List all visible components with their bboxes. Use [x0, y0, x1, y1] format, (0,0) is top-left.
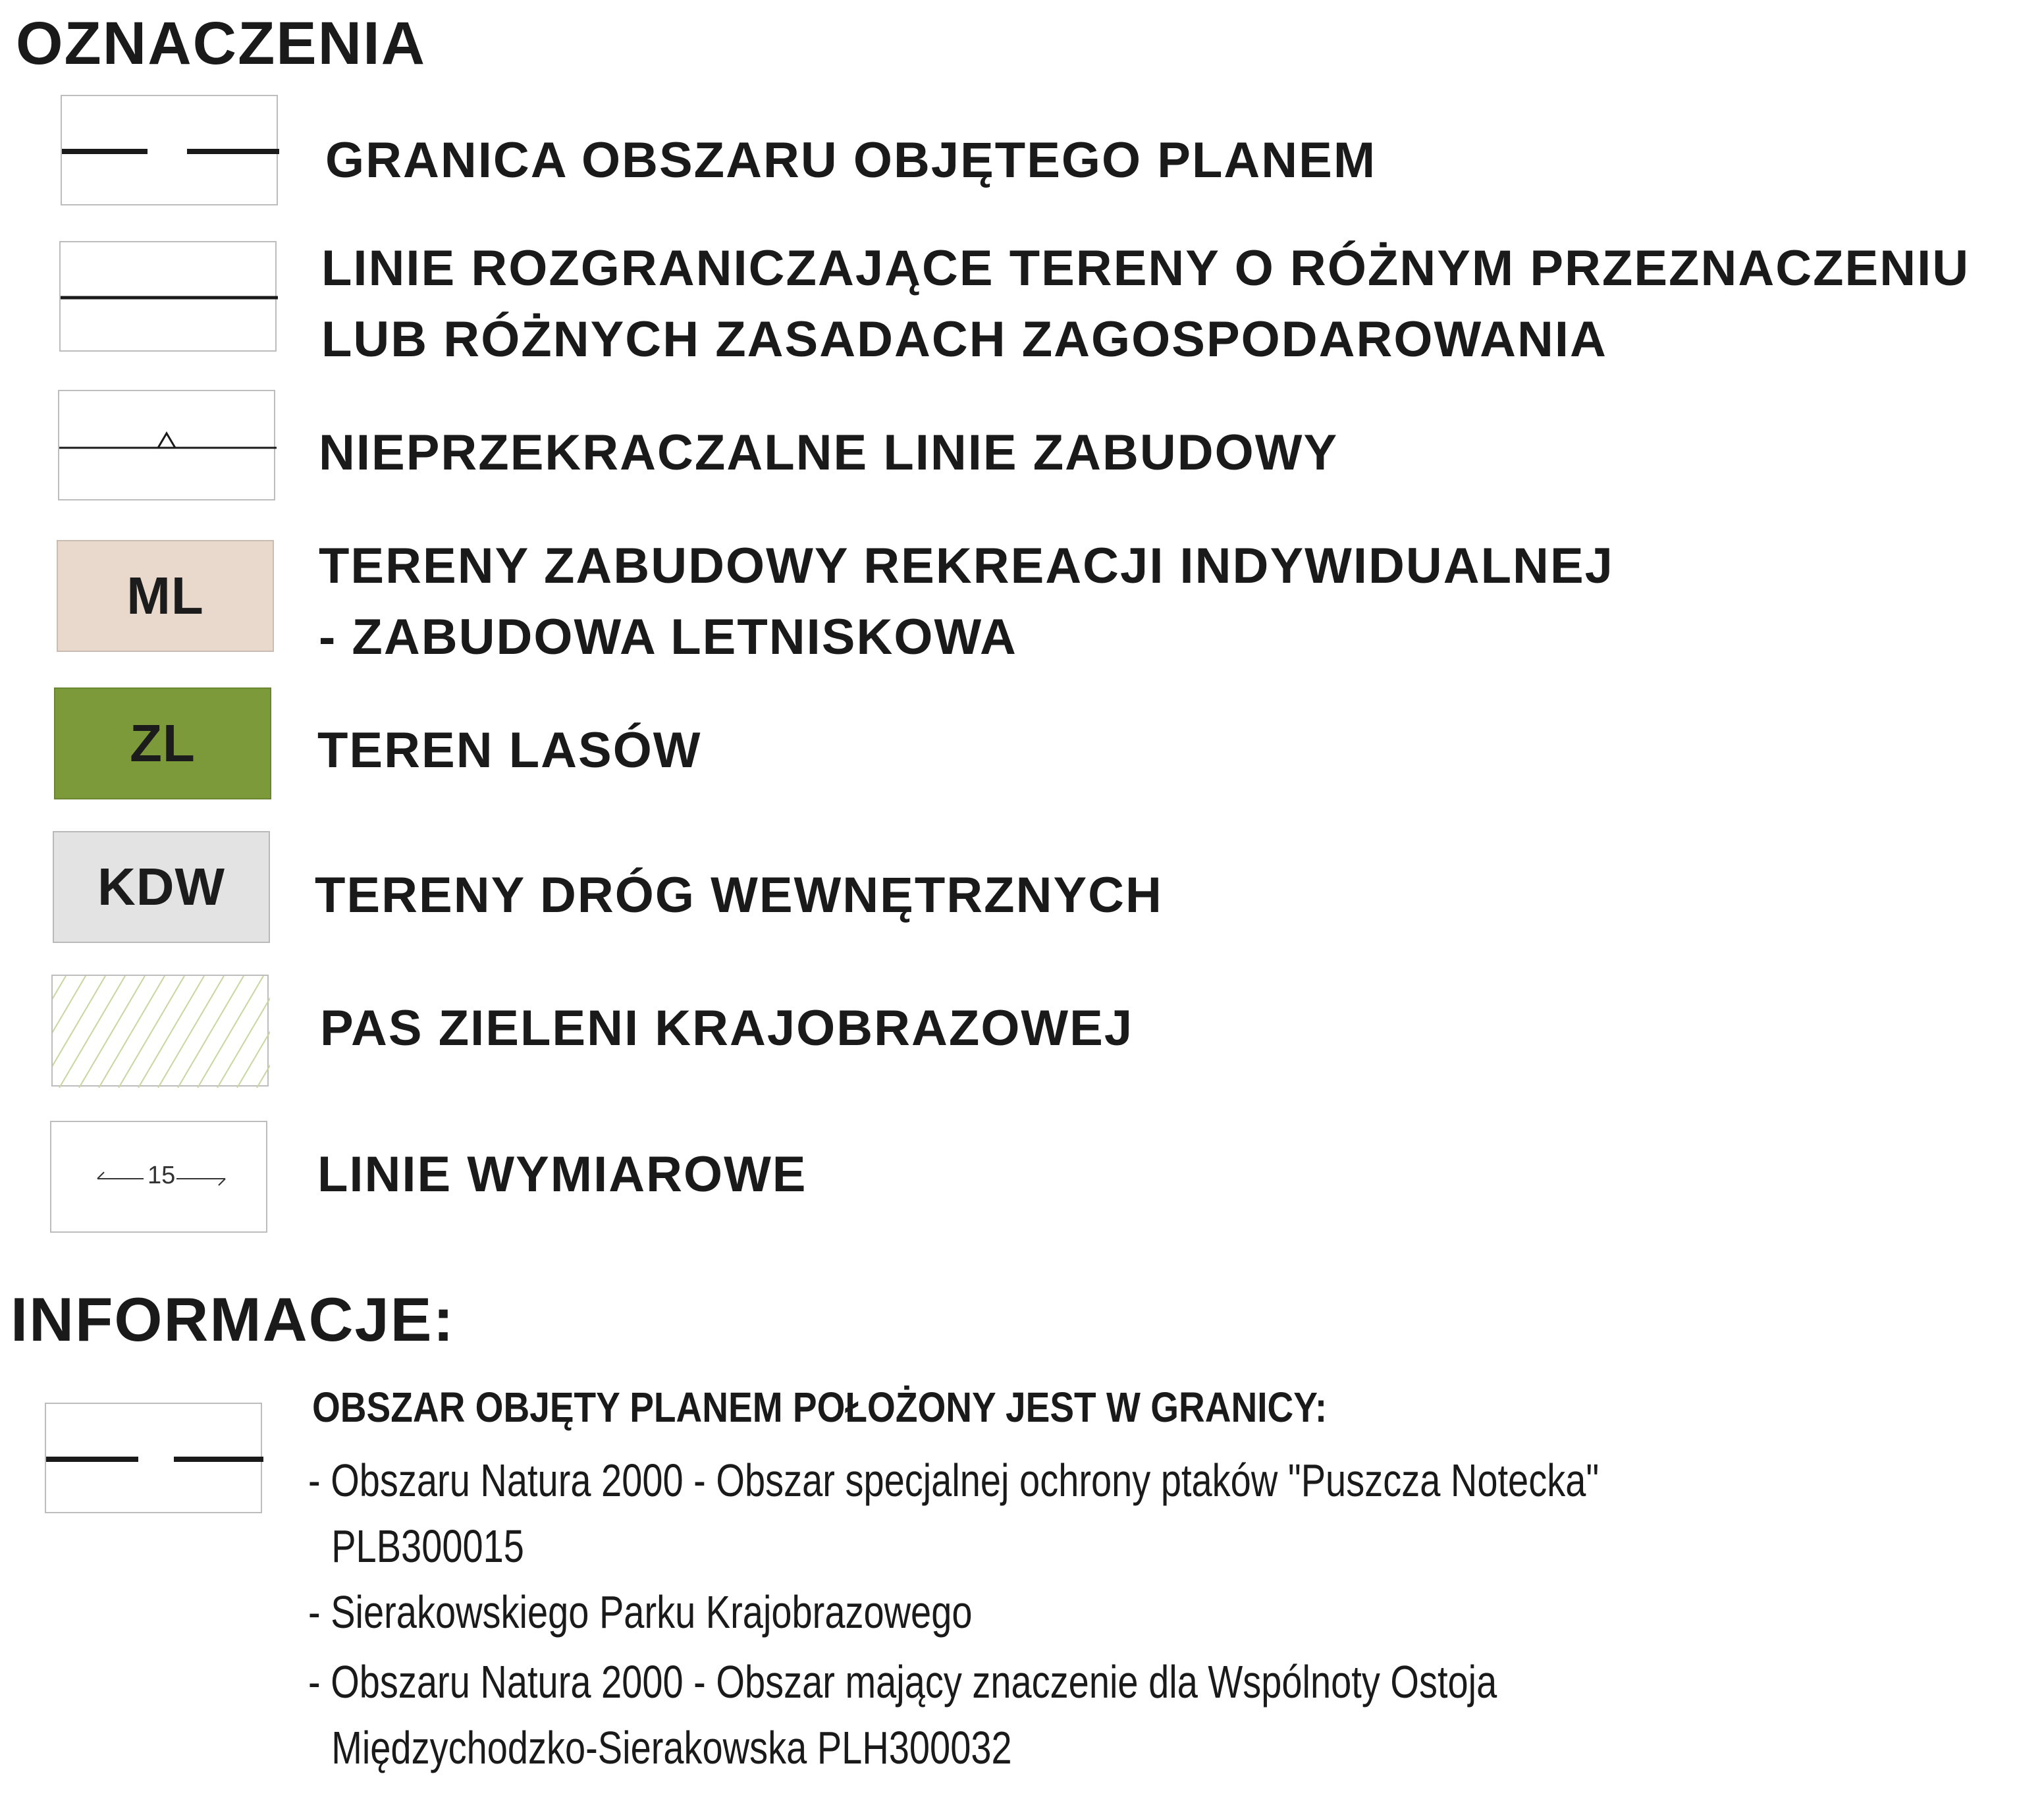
ml-code: ML	[126, 566, 204, 625]
legend-label-line: PAS ZIELENI KRAJOBRAZOWEJ	[320, 1000, 1134, 1056]
legend-label-line: TERENY DRÓG WEWNĘTRZNYCH	[315, 867, 1163, 923]
legend-label-line: LUB RÓŻNYCH ZASADACH ZAGOSPODAROWANIA	[321, 311, 1607, 367]
dimension-line-icon	[50, 1121, 267, 1233]
info-line: - Sierakowskiego Parku Krajobrazowego	[308, 1586, 973, 1638]
legend-label-line: TEREN LASÓW	[317, 722, 702, 778]
information-entry-natura-ptaki	[308, 1447, 1599, 1579]
information-entry-natura-ostoja	[308, 1649, 1497, 1781]
information-entry-park	[308, 1579, 973, 1645]
zl-code: ZL	[130, 714, 196, 772]
info-line: - Obszaru Natura 2000 - Obszar specjalnej ochrony ptaków "Puszcza Notecka"	[308, 1455, 1600, 1506]
information-heading: OBSZAR OBJĘTY PLANEM POŁOŻONY JEST W GRANICY:	[312, 1384, 1328, 1431]
legend-label-line: GRANICA OBSZARU OBJĘTEGO PLANEM	[325, 132, 1377, 188]
legend-label-line: NIEPRZEKRACZALNE LINIE ZABUDOWY	[319, 425, 1339, 481]
info-line: - Obszaru Natura 2000 - Obszar mający znaczenie dla Wspólnoty Ostoja	[308, 1656, 1497, 1708]
zl-fill-swatch	[54, 687, 271, 799]
solid-line-icon	[59, 241, 277, 352]
kdw-code: KDW	[97, 857, 226, 916]
legend-label-line: TERENY ZABUDOWY REKREACJI INDYWIDUALNEJ	[319, 538, 1614, 594]
legend-title: OZNACZENIA	[16, 10, 427, 77]
hatch-pattern-swatch	[51, 975, 269, 1087]
information-title: INFORMACJE:	[11, 1285, 455, 1354]
legend-label-line: LINIE WYMIAROWE	[317, 1146, 807, 1202]
info-line: PLB300015	[331, 1520, 524, 1572]
ml-fill-swatch	[57, 540, 274, 652]
legend-label-line: LINIE ROZGRANICZAJĄCE TERENY O RÓŻNYM PRZEZNACZENIU	[321, 240, 1970, 296]
legend-label-line: - ZABUDOWA LETNISKOWA	[319, 609, 1017, 665]
dimension-value: 15	[148, 1162, 176, 1189]
info-line: Międzychodzko-Sierakowska PLH300032	[331, 1722, 1012, 1773]
info-dashed-boundary-icon	[45, 1403, 262, 1513]
kdw-fill-swatch	[53, 831, 270, 943]
building-line-caret-icon	[58, 390, 275, 500]
dashed-boundary-icon	[61, 95, 278, 205]
